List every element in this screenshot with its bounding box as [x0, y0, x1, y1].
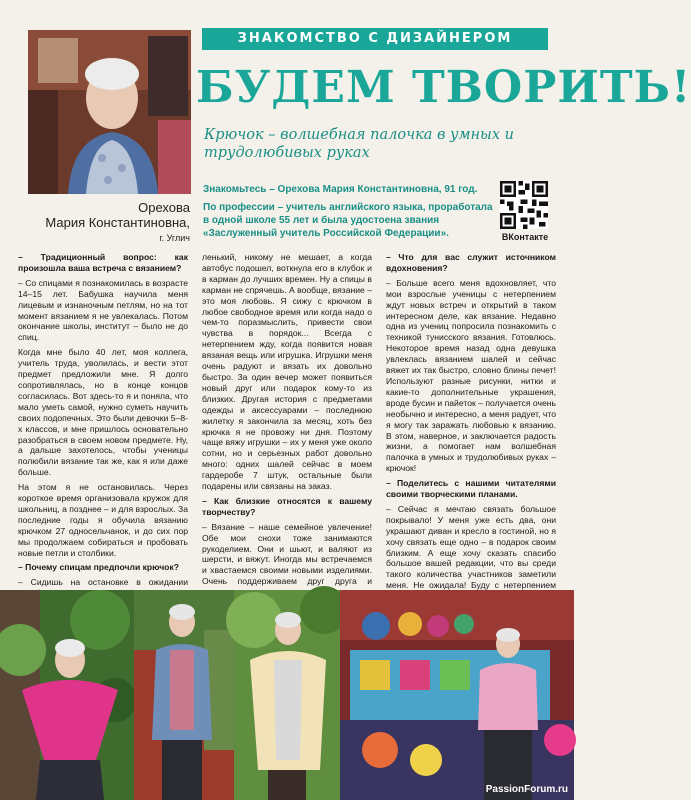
- article-paragraph: – Со спицами я познакомилась в возрасте 14–15 лет. Бабушка научила меня лицевым и изнаночным петлям, но на тот момент вязанием я не увлекалась. Потом окончание школы, институт – было не до спиц.: [18, 277, 188, 343]
- intro-profession: По профессии – учитель английского языка, проработала в одной школе 55 лет и была удостоена звания «Заслуженный учитель Российской Федерации».: [203, 202, 493, 239]
- article-paragraph: – Вязание – наше семейное увлечение! Обе мои снохи тоже занимаются рукоделием. Они и шьют, и валяют из шерсти, и вяжут. Иногда мы встречаемся и хвастаемся своими новыми изделиями. Очень поддерживаем друг друга и: [202, 521, 372, 587]
- caption-name: Мария Константиновна,: [45, 215, 190, 230]
- article-question: – Поделитесь с нашими читателями своими творческими планами.: [386, 478, 556, 500]
- article-column-2: [202, 252, 372, 590]
- intro-name: Знакомьтесь – Орехова Мария Константиновна, 91 год.: [203, 184, 478, 195]
- portrait-photo: [28, 30, 191, 194]
- article-question: – Как близкие относятся к вашему творчеству?: [202, 495, 372, 517]
- article-question: – Что для вас служит источником вдохновения?: [386, 252, 556, 273]
- article-question: – Традиционный вопрос: как произошла ваша встреча с вязанием?: [18, 252, 188, 273]
- article-question: – Почему спицам предпочли крючок?: [18, 562, 179, 573]
- article-paragraph: На этом я не остановилась. Через короткое время организовала кружок для школьниц, а позднее – и для взрослых. За последние годы я обучила вязанию крючком 27 одноcельчанок, и до сих пор мы продолжаем собираться и пробовать новые петли и столбики.: [18, 482, 188, 558]
- photo-crochet-room: [340, 590, 574, 800]
- subtitle: Крючок – волшебная палочка в умных и трудолюбивых руках: [204, 127, 514, 161]
- headline: БУДЕМ ТВОРИТЬ!: [196, 62, 691, 113]
- article-column-3: [386, 252, 556, 590]
- footer-watermark: PassionForum.ru: [485, 784, 568, 795]
- article-column-1: [18, 252, 188, 590]
- qr-code-icon[interactable]: [500, 181, 548, 229]
- article-paragraph: – Сидишь на остановке в ожидании: [18, 577, 188, 588]
- photo-blue-vest: [134, 590, 234, 800]
- photo-cream-shawl: [234, 590, 340, 800]
- intro-block: [203, 183, 493, 245]
- article-paragraph: – Сейчас я мечтаю связать большое покрывало! У меня уже есть два, они украшают диван и кресло в гостиной, но я хочу связать еще одно – в подарок своим близким. А еще хочу сказать спасибо большое вашей редакции, что вы среди такого количества участников заметили меня. Не ожидала! Буду с нетерпением: [386, 503, 556, 591]
- article-paragraph: ленький, никому не мешает, а когда автобус подошел, воткнула его в клубок и в карман до лучших времен. Ну а спицы в карман не спрячешь. А вообще, вязание – это моя любовь. Я сижу с крючком в любое свободное время или когда надо о чем-то поразмыслить, привести свои чувства в порядок... Всегда с нетерпением жду, когда появится новая вязаная вещь или игрушка. Игрушки меня очень радуют и вязать их довольно быстро. За один вечер может появиться новый друг или подарок кому-то из близких. Другая история с предметами одежды и аксессуарами – последнюю жилетку я закончила за месяц, хоть без крючка я не провожу ни дня. Поэтому чаще вяжу игрушки – их у меня уже около сотни, но и серьезных работ довольно много: одних шалей сейчас в моем гардеробе 7 штук, остальные были подарены или связаны на заказ.: [202, 252, 372, 492]
- caption-surname: Орехова: [138, 200, 190, 215]
- article-body: [18, 252, 556, 590]
- photo-pink-shawl: [0, 590, 134, 800]
- section-banner: ЗНАКОМСТВО С ДИЗАЙНЕРОМ: [202, 28, 548, 50]
- article-paragraph: Когда мне было 40 лет, моя коллега, учитель труда, уволилась, и вести этот предмет предложили мне. Я долго сопротивлялась, но в конце концов согласилась. Вот здесь-то я и поняла, что мало уметь самой, нужно суметь научить своих подопечных. Это были девочки 5–8-х классов, и мне пришлось основательно разобраться в своем новом предмете. Ну, а дальше захотелось, чтобы ученицы полюбили вязание так же, как я или даже больше.: [18, 347, 188, 478]
- article-paragraph: – Больше всего меня вдохновляет, что мои взрослые ученицы с нетерпением ждут новых встреч и открытий в таком интересном деле, как вязание. Недавно одна из учениц попросила познакомить с техникой тунисского вязания. Готовлюсь. Некоторое время назад одна девушка увлеклась вязанием шалей и сейчас вяжет их так быстро, словно блины печет! Используют разные рисунки, нитки и какие-то дополнительные украшения, вроде бусин и пайеток – получается очень необычно и интересно, а меня радует, что я могу так заражать любовью к вязанию. В этом, наверное, и заключается радость жизни, а помогает нам волшебная палочка в умных и трудолюбивых руках – крючок!: [386, 277, 556, 474]
- caption-city: г. Углич: [159, 233, 190, 243]
- vk-label: ВКонтакте: [501, 232, 549, 242]
- portrait-caption: [14, 200, 190, 246]
